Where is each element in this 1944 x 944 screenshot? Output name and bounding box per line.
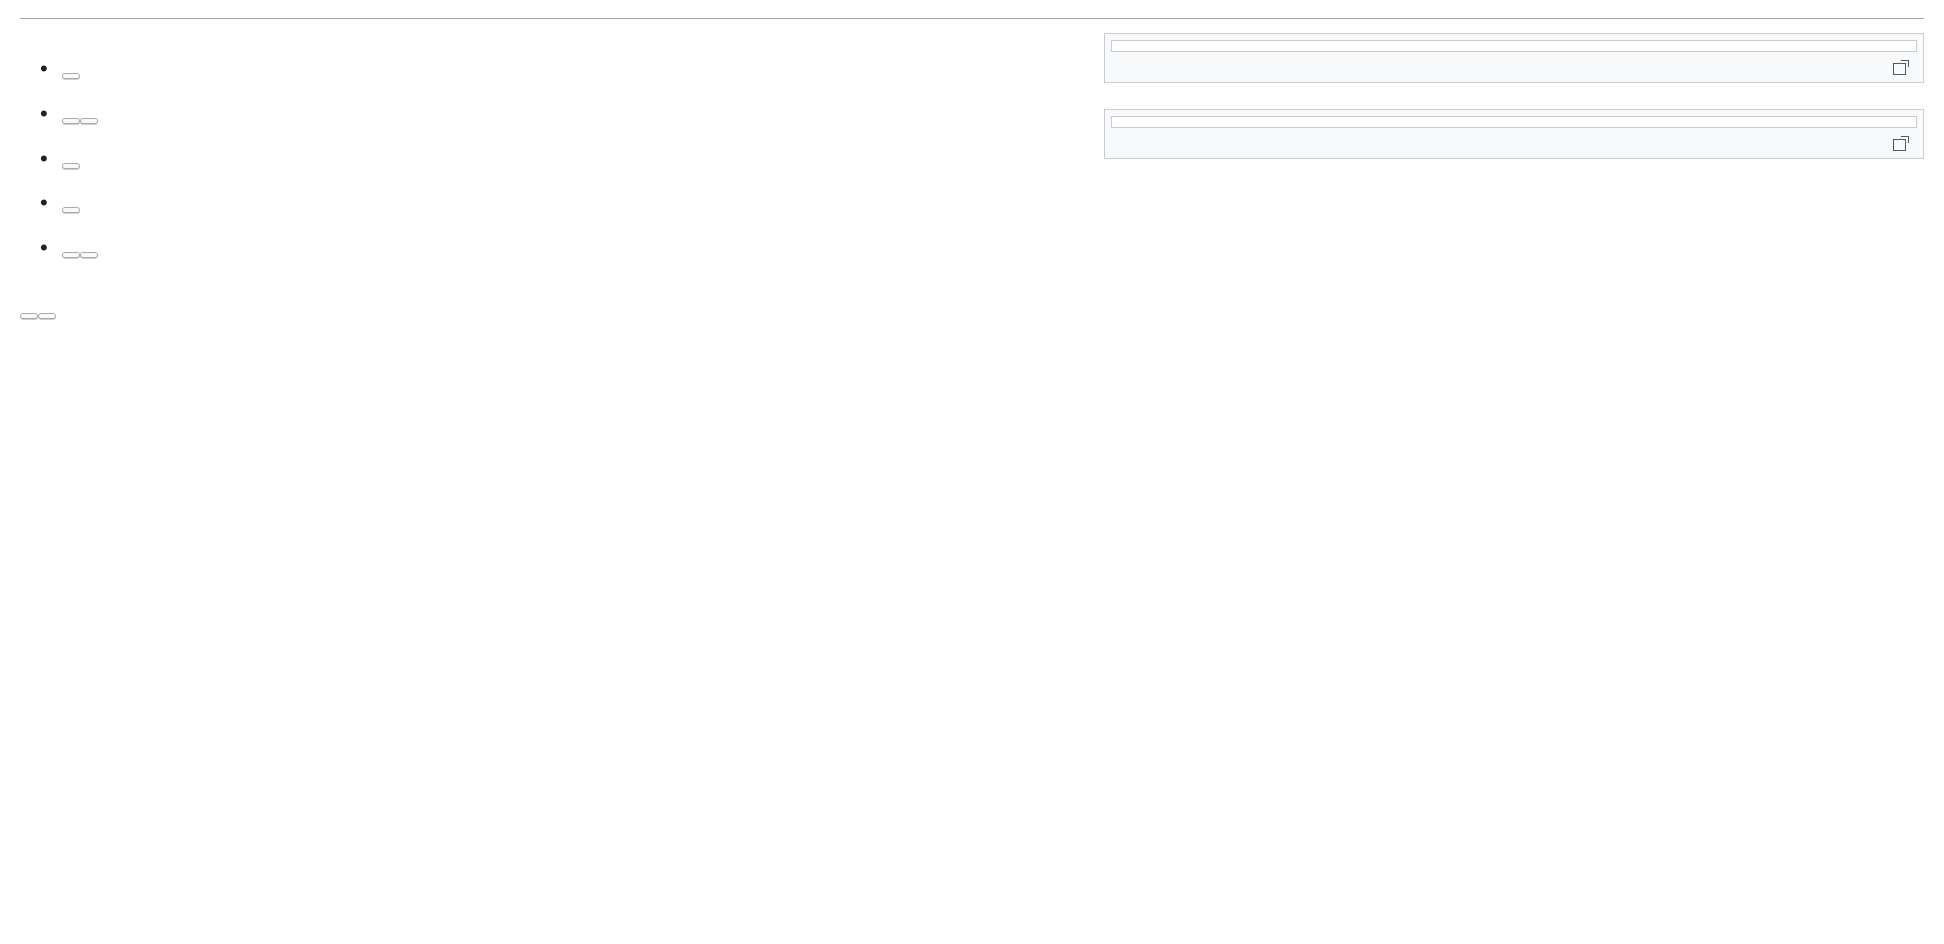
keycap-caps-lock <box>80 118 98 124</box>
keycap-hankaku-zenkaku-kanji <box>62 73 80 79</box>
keycap-katakana-hiragana-romaji <box>62 252 80 258</box>
figure-caption-oadg <box>1111 52 1917 76</box>
keycap-henkan <box>62 207 80 213</box>
list-item <box>60 53 1080 92</box>
enlarge-icon[interactable] <box>1893 136 1909 150</box>
figure-image-oadg[interactable] <box>1111 40 1917 52</box>
article-text-column <box>20 19 1080 354</box>
figure-column <box>1104 19 1924 185</box>
figure-caption-apple <box>1111 128 1917 152</box>
keycap-eisu-2 <box>20 313 38 319</box>
figure-apple-keyboard[interactable] <box>1104 109 1924 159</box>
keycap-muhenkan <box>62 163 80 169</box>
list-item <box>60 143 1080 182</box>
keycap-eisu <box>62 118 80 124</box>
keycap-henkan-2 <box>80 252 98 258</box>
language-input-keys-list <box>20 53 1080 271</box>
figure-oadg-keyboard[interactable] <box>1104 33 1924 83</box>
keycap-kana <box>38 313 56 319</box>
list-item <box>60 98 1080 137</box>
list-item <box>60 187 1080 226</box>
section-heading-row <box>20 0 1924 10</box>
enlarge-icon[interactable] <box>1893 60 1909 74</box>
content-columns <box>20 19 1924 354</box>
paragraph-apple <box>20 293 1080 332</box>
figure-image-apple[interactable] <box>1111 116 1917 128</box>
list-item <box>60 232 1080 271</box>
